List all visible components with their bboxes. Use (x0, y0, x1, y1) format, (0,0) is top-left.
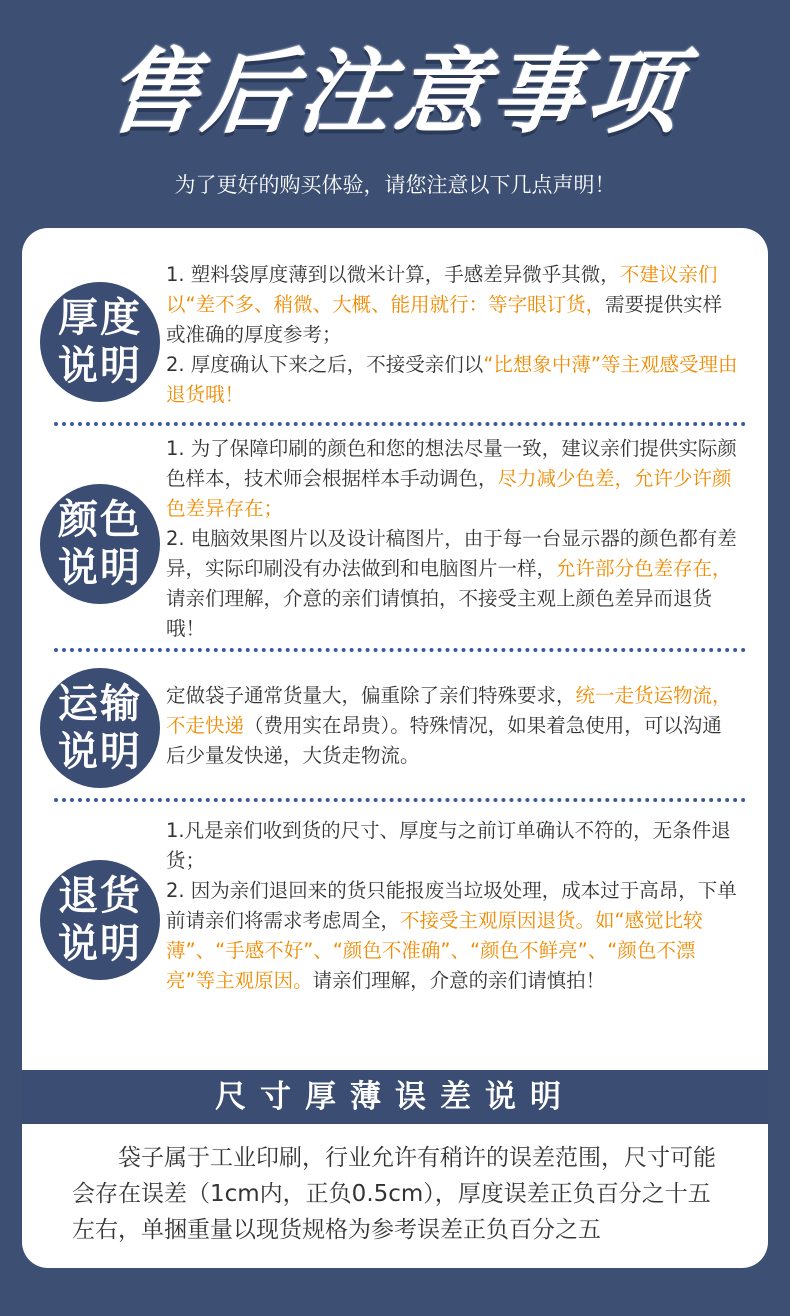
text-part: 请亲们理解，介意的亲们请慎拍！ (312, 969, 606, 992)
text-part: 定做袋子通常货量大，偏重除了亲们特殊要求， (166, 684, 576, 707)
text-part: 2. 因为亲们退回来的货只能报废当垃圾处理，成本过于高昂，下单前请亲们将需求考虑周全， (166, 879, 737, 932)
divider-dots (54, 798, 746, 802)
text-part: 请亲们理解，介意的亲们请慎拍，不接受主观上颜色差异而退货哦！ (166, 587, 713, 640)
badge-line1: 颜色 (58, 497, 142, 543)
text-part: 2. 电脑效果图片以及设计稿图片，由于每一台显示器的颜色都有差异，实际印刷没有办法做到和电脑图片一样， (166, 527, 737, 580)
page-subtitle: 为了更好的购买体验，请您注意以下几点声明！ (174, 173, 616, 197)
color-badge (40, 484, 160, 604)
highlight-text: 不建议亲们以“差不多、稍微、大概、能用就行：等字眼订货， (166, 263, 718, 316)
divider-dots (54, 422, 746, 426)
highlight-text: “比想象中薄”等主观感受理由退货哦！ (166, 353, 738, 406)
thickness-badge (40, 282, 160, 402)
error-band-title: 尺寸厚薄误差说明 (22, 1070, 768, 1124)
text-part: 1.凡是亲们收到货的尺寸、厚度与之前订单确认不符的，无条件退货； (166, 819, 731, 872)
highlight-text: 允许部分色差存在， (556, 557, 732, 580)
highlight-text: 不接受主观原因退货。如“感觉比较薄”、“手感不好”、“颜色不准确”、“颜色不鲜亮”、“颜色不漂亮”等主观原因。 (166, 909, 703, 992)
badge-line2: 说明 (58, 729, 142, 775)
badge-line1: 运输 (58, 681, 142, 727)
highlight-text: 统一走货运物流，不走快递 (166, 684, 732, 737)
returns-badge (40, 860, 160, 980)
returns-text (166, 816, 738, 996)
error-description: 袋子属于工业印刷，行业允许有稍许的误差范围，尺寸可能会存在误差（1cm内，正负0.5cm），厚度误差正负百分之十五左右，单捆重量以现货规格为参考误差正负百分之五 (72, 1145, 716, 1243)
text-part: 1. 为了保障印刷的颜色和您的想法尽量一致，建议亲们提供实际颜色样本，技术师会根据样本手动调色， (166, 437, 737, 490)
badge-line2: 说明 (58, 921, 142, 967)
badge-line2: 说明 (58, 545, 142, 591)
divider-dots (54, 648, 746, 652)
text-part: （费用实在昂贵）。特殊情况，如果着急使用，可以沟通后少量发快递，大货走物流。 (166, 714, 722, 767)
notice-card (22, 228, 768, 1268)
text-part: 需要提供实样或准确的厚度参考； (166, 293, 723, 346)
badge-line2: 说明 (58, 343, 142, 389)
shipping-badge (40, 668, 160, 788)
color-text (166, 434, 738, 644)
page-title: 售后注意事项 (101, 39, 689, 146)
badge-line1: 厚度 (58, 295, 142, 341)
highlight-text: 尽力减少色差，允许少许颜色差异存在； (166, 467, 732, 520)
text-part: 1. 塑料袋厚度薄到以微米计算，手感差异微乎其微， (166, 263, 620, 286)
thickness-text (166, 260, 738, 410)
badge-line1: 退货 (58, 873, 142, 919)
shipping-text (166, 681, 738, 771)
text-part: 2. 厚度确认下来之后，不接受亲们以 (166, 353, 484, 376)
